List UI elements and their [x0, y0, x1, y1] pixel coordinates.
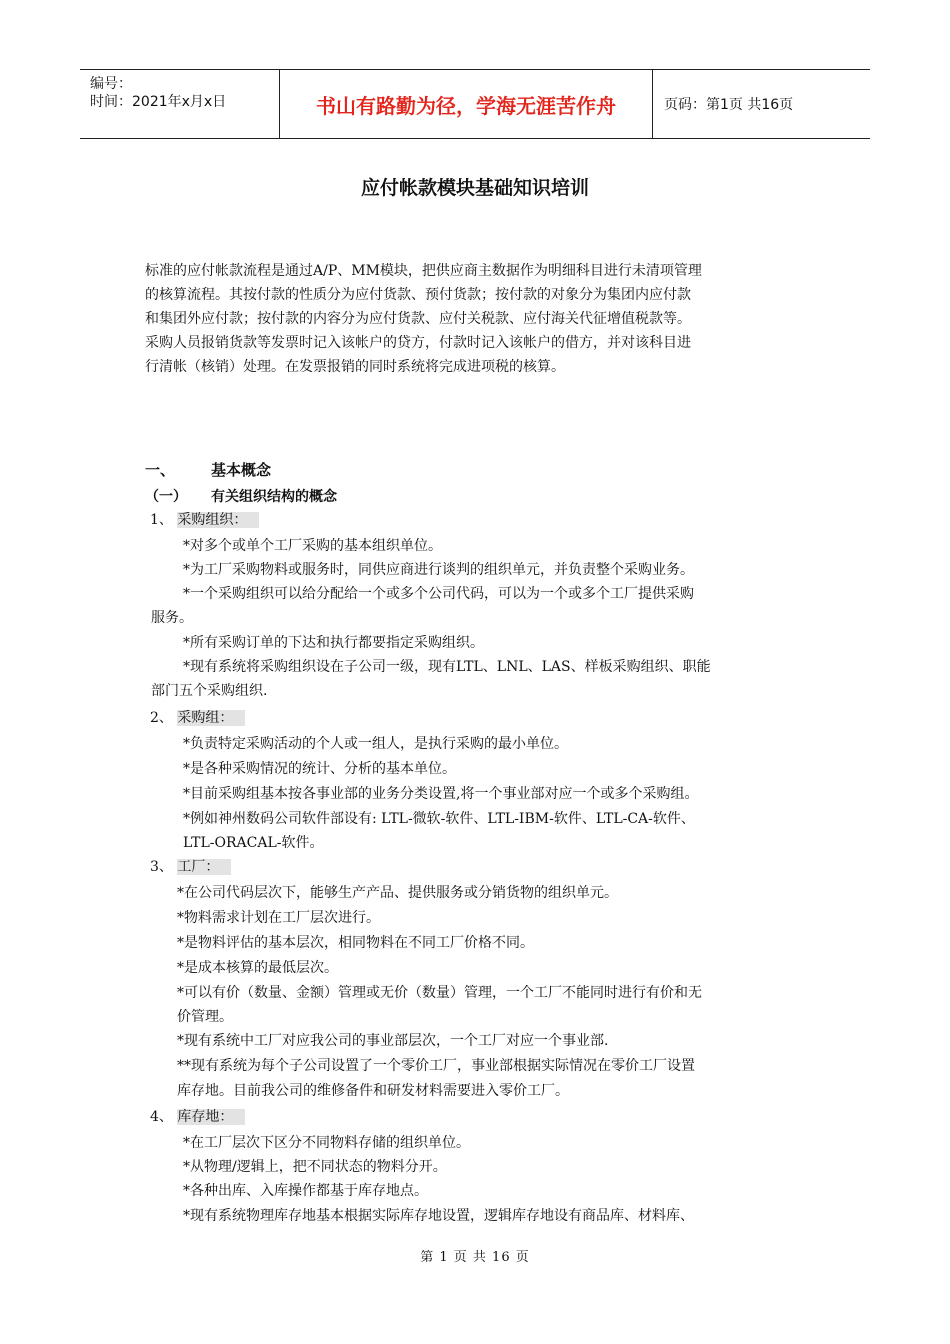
page-label: 页码：第1页 共16页 [664, 97, 794, 113]
item-heading [150, 510, 259, 530]
item-line: *目前采购组基本按各事业部的业务分类设置,将一个事业部对应一个或多个采购组。 [183, 786, 699, 802]
item-line: *在公司代码层次下，能够生产产品、提供服务或分销货物的组织单元。 [177, 885, 618, 901]
item-line: *一个采购组织可以给分配给一个或多个公司代码，可以为一个或多个工厂提供采购 [183, 586, 694, 602]
date-label: 时间：2021年x月x日 [90, 94, 227, 110]
item-line: *从物理/逻辑上，把不同状态的物料分开。 [183, 1159, 447, 1175]
section-number: 一、 [145, 461, 176, 479]
item-number: 1、 [150, 512, 173, 528]
item-line: *是各种采购情况的统计、分析的基本单位。 [183, 761, 456, 777]
item-line: *例如神州数码公司软件部设有: LTL-微软-软件、LTL-IBM-软件、LTL-CA-软件、 [183, 811, 695, 827]
item-line: *对多个或单个工厂采购的基本组织单位。 [183, 538, 442, 554]
item-heading [150, 1107, 245, 1127]
intro-line: 和集团外应付款；按付款的内容分为应付货款、应付关税款、应付海关代征增值税款等。 [145, 311, 691, 327]
item-line: LTL-ORACAL-软件。 [183, 835, 324, 851]
section-title: 基本概念 [211, 461, 272, 479]
intro-line: 标准的应付帐款流程是通过A/P、MM模块，把供应商主数据作为明细科目进行未清项管理 [145, 263, 702, 279]
intro-paragraph [145, 259, 825, 379]
subsection-heading [145, 486, 337, 506]
item-line: *物料需求计划在工厂层次进行。 [177, 910, 380, 926]
item-heading [150, 708, 245, 728]
intro-line: 行清帐（核销）处理。在发票报销的同时系统将完成进项税的核算。 [145, 359, 565, 375]
header-table [80, 69, 870, 139]
page-footer: 第 1 页 共 16 页 [420, 1250, 530, 1265]
item-line: *负责特定采购活动的个人或一组人，是执行采购的最小单位。 [183, 736, 568, 752]
item-number: 4、 [150, 1109, 173, 1125]
item-label: 库存地： [177, 1109, 245, 1125]
item-label: 采购组织： [177, 512, 259, 528]
item-line: 服务。 [151, 610, 193, 626]
intro-line: 采购人员报销货款等发票时记入该帐户的贷方，付款时记入该帐户的借方，并对该科目进 [145, 335, 691, 351]
item-line: *各种出库、入库操作都基于库存地点。 [183, 1183, 428, 1199]
item-line: *在工厂层次下区分不同物料存储的组织单位。 [183, 1135, 470, 1151]
item-line: *可以有价（数量、金额）管理或无价（数量）管理，一个工厂不能同时进行有价和无 [177, 985, 702, 1001]
item-line: *是物料评估的基本层次，相同物料在不同工厂价格不同。 [177, 935, 534, 951]
item-line: *现有系统物理库存地基本根据实际库存地设置，逻辑库存地设有商品库、材料库、 [183, 1208, 694, 1224]
document-title: 应付帐款模块基础知识培训 [360, 177, 589, 199]
intro-line: 的核算流程。其按付款的性质分为应付货款、预付货款；按付款的对象分为集团内应付款 [145, 287, 691, 303]
item-line: *现有系统中工厂对应我公司的事业部层次，一个工厂对应一个事业部. [177, 1033, 609, 1049]
item-label: 工厂： [177, 859, 231, 875]
item-number: 2、 [150, 710, 173, 726]
item-line: **现有系统为每个子公司设置了一个零价工厂，事业部根据实际情况在零价工厂设置 [177, 1058, 695, 1074]
item-line: 价管理。 [177, 1009, 233, 1025]
subsection-title: 有关组织结构的概念 [211, 489, 337, 505]
item-line: 部门五个采购组织. [151, 683, 268, 699]
item-line: *是成本核算的最低层次。 [177, 960, 338, 976]
item-line: 库存地。目前我公司的维修备件和研发材料需要进入零价工厂。 [177, 1083, 569, 1099]
item-line: *为工厂采购物料或服务时，同供应商进行谈判的组织单元，并负责整个采购业务。 [183, 562, 694, 578]
subsection-number: （一） [145, 489, 187, 505]
item-line: *现有系统将采购组织设在子公司一级，现有LTL、LNL、LAS、样板采购组织、职能 [183, 659, 711, 675]
number-label: 编号： [90, 76, 132, 92]
item-number: 3、 [150, 859, 173, 875]
item-line: *所有采购订单的下达和执行都要指定采购组织。 [183, 635, 484, 651]
item-heading [150, 857, 231, 877]
motto: 书山有路勤为径，学海无涯苦作舟 [280, 70, 653, 138]
header-info-cell [80, 70, 280, 138]
item-label: 采购组： [177, 710, 245, 726]
section-heading [145, 459, 271, 480]
